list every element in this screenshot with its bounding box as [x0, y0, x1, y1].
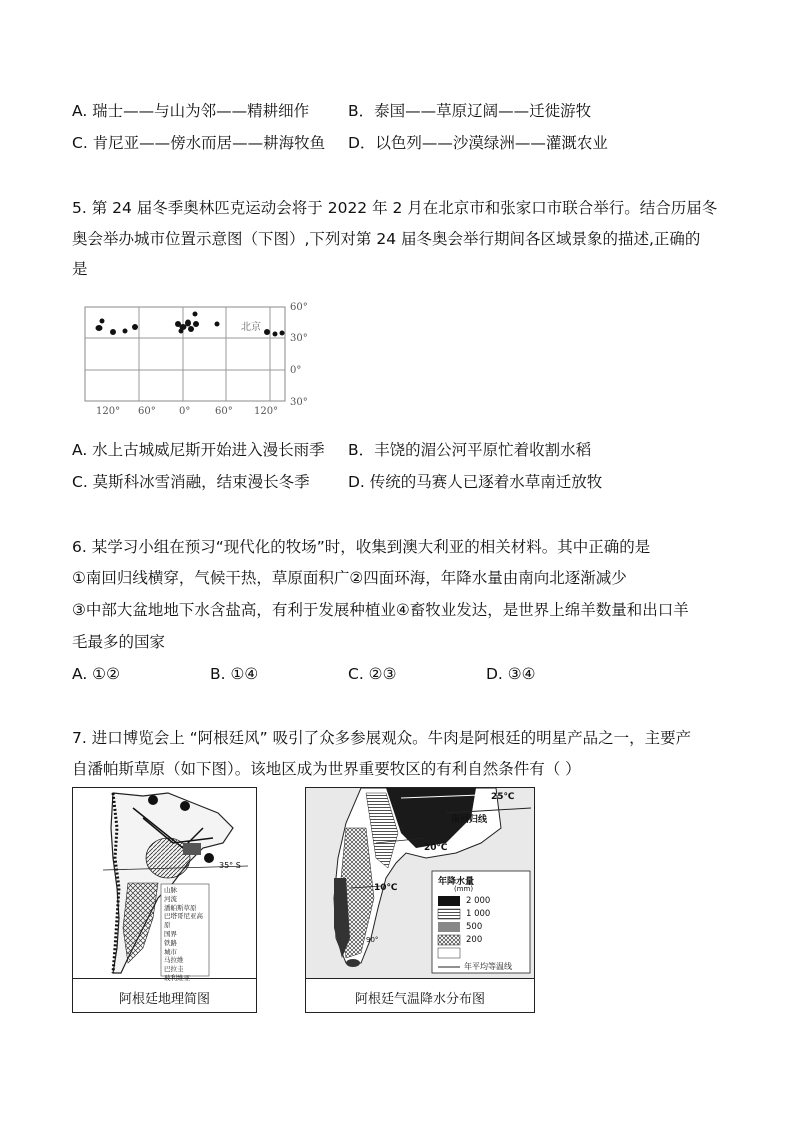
legend-500: 500 [466, 922, 483, 932]
q5-stem-line3: 是 [72, 260, 88, 278]
lon-label-60e: 60° [215, 406, 233, 417]
argentina-climate-map [306, 788, 534, 978]
lat-35s-label: 35° S [219, 861, 241, 870]
q5-option-c: C. 莫斯科冰雪消融，结束漫长冬季 [72, 473, 310, 491]
q7-stem-line1: 7. 进口博览会上 “阿根廷风” 吸引了众多参展观众。牛肉是阿根廷的明星产品之一，主要产 [72, 729, 692, 747]
q4-option-b: B．泰国——草原辽阔——迁徙游牧 [348, 102, 592, 120]
q6-stem-line3: ③中部大盆地地下水含盐高，有利于发展种植业④畜牧业发达，是世界上绵羊数量和出口羊 [72, 601, 689, 619]
map-graphic [84, 300, 314, 420]
legend-patagonia: 巴塔哥尼亚高原 [164, 912, 203, 930]
tropic-capricorn-label: 南回归线 [451, 815, 488, 825]
argentina-climate-figure [305, 787, 535, 1013]
legend-mountains: 山脉 [164, 886, 177, 894]
q4-option-a: A. 瑞士——与山为邻——精耕细作 [72, 102, 310, 120]
legend-title: 年降水量 [438, 877, 475, 887]
fig1-legend [164, 886, 208, 983]
q4-option-d: D．以色列——沙漠绿洲——灌溉农业 [348, 134, 608, 152]
q5-stem-line1: 5. 第 24 届冬季奥林匹克运动会将于 2022 年 2 月在北京市和张家口市联合举行。结合历届冬 [72, 199, 718, 217]
fig2-caption: 阿根廷气温降水分布图 [354, 992, 485, 1007]
q6-option-d: D. ③④ [486, 665, 536, 683]
iso-10c-label: 10℃ [374, 883, 398, 893]
q5-option-a: A. 水上古城威尼斯开始进入漫长雨季 [72, 441, 325, 459]
lon-label-60w: 60° [138, 406, 156, 417]
q4-option-c: C. 肯尼亚——傍水而居——耕海牧鱼 [72, 134, 326, 152]
iso-20c-label: 20℃ [424, 843, 448, 853]
q5-stem-line2: 奥会举办城市位置示意图（下图）,下列对第 24 届冬奥会举行期间各区域景象的描述,正确的 [72, 230, 701, 248]
beijing-label: 北京 [241, 322, 261, 333]
q6-option-a: A. ①② [72, 665, 120, 683]
lon-label-120w: 120° [96, 406, 121, 417]
legend-rivers: 河流 [164, 894, 177, 903]
lat-label-0: 0° [290, 365, 302, 376]
q6-stem-line4: 毛最多的国家 [72, 633, 166, 651]
legend-malawi: 马拉维 [164, 956, 184, 965]
q6-option-c: C. ②③ [348, 665, 397, 683]
legend-bolivia: 玻利维亚 [164, 973, 190, 982]
legend-1000: 1 000 [466, 909, 491, 919]
legend-pampas: 潘帕斯草原 [164, 903, 197, 912]
iso-25c-label: 25℃ [491, 792, 515, 802]
lat-label-60n: 60° [290, 302, 308, 313]
legend-city: 城市 [164, 947, 177, 956]
legend-border: 国界 [164, 929, 177, 938]
argentina-geography-figure [72, 787, 257, 1013]
legend-railway: 铁路 [164, 938, 177, 947]
legend-2000: 2 000 [466, 896, 491, 906]
legend-200: 200 [466, 935, 483, 945]
fig1-caption: 阿根廷地理简图 [118, 992, 210, 1007]
legend-unit: (mm) [454, 885, 474, 893]
small-90-label: 90° [366, 936, 379, 944]
lon-label-0: 0° [179, 406, 191, 417]
lat-label-30n: 30° [290, 333, 308, 344]
q7-stem-line2: 自潘帕斯草原（如下图）。该地区成为世界重要牧区的有利自然条件有（ ） [72, 760, 581, 778]
q6-stem-line2: ①南回归线横穿，气候干热，草原面积广②四面环海，年降水量由南向北逐渐减少 [72, 569, 627, 587]
lat-label-30s: 30° [290, 397, 308, 408]
q5-option-d: D. 传统的马赛人已逐着水草南迁放牧 [348, 473, 603, 491]
legend-isotherm: 年平均等温线 [464, 962, 512, 971]
q6-option-b: B. ①④ [210, 665, 259, 683]
lon-label-120e: 120° [254, 406, 279, 417]
olympic-host-city-map [84, 300, 314, 420]
q5-option-b: B．丰饶的湄公河平原忙着收割水稻 [348, 441, 592, 459]
legend-paraguay: 巴拉圭 [164, 965, 184, 974]
q6-stem-line1: 6. 某学习小组在预习“现代化的牧场”时，收集到澳大利亚的相关材料。其中正确的是 [72, 538, 651, 556]
